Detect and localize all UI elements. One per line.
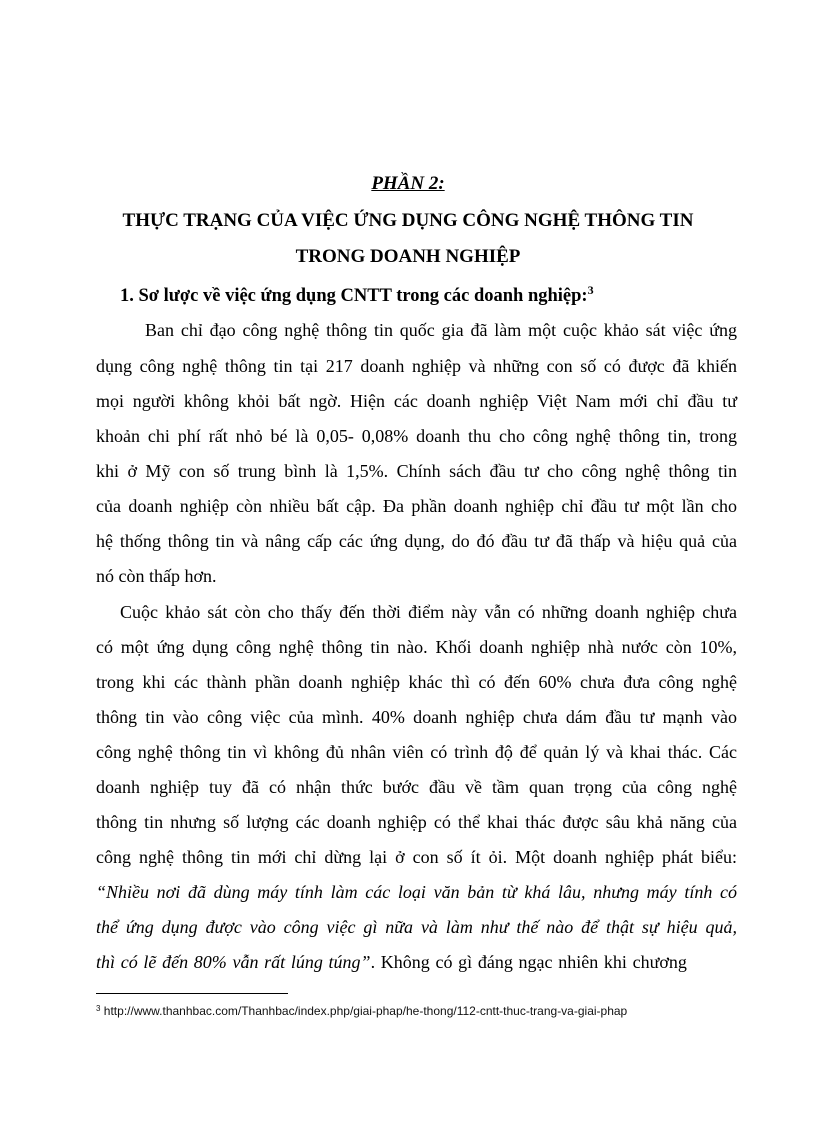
paragraph-1-line: Ban chỉ đạo công nghệ thông tin quốc gia đã làm một cuộc khảo sát việc ứng xyxy=(145,320,737,340)
paragraph-2-line: có một ứng dụng công nghệ thông tin nào. Khối doanh nghiệp nhà nước còn 10%, xyxy=(96,637,737,657)
section-heading-text: 1. Sơ lược về việc ứng dụng CNTT trong các doanh nghiệp: xyxy=(120,286,588,306)
paragraph-1-line: khoản chi phí rất nhỏ bé là 0,05- 0,08% doanh thu cho công nghệ thông tin, trong xyxy=(96,426,737,446)
quote-line xyxy=(96,881,737,903)
paragraph-1-line: hệ thống thông tin và nâng cấp các ứng dụng, do đó đầu tư đã thấp và hiệu quả của xyxy=(96,531,737,551)
quote-text: thì có lẽ đến 80% vẫn rất lúng túng” xyxy=(96,952,371,972)
paragraph-2-line: công nghệ thông tin mới chỉ dừng lại ở con số ít ỏi. Một doanh nghiệp phát biểu: xyxy=(96,847,737,867)
footnote xyxy=(96,1004,627,1019)
paragraph-2-line: công nghệ thông tin vì không đủ nhân viên có trình độ để quản lý và khai thác. Các xyxy=(96,742,737,762)
quote-tail-text: . Không có gì đáng ngạc nhiên khi chương xyxy=(370,952,687,972)
paragraph-2-line: trong khi các thành phần doanh nghiệp khác thì có đến 60% chưa đưa công nghệ xyxy=(96,672,737,692)
footnote-reference: 3 xyxy=(587,283,594,297)
paragraph-2-line: doanh nghiệp tuy đã có nhận thức bước đầu về tầm quan trọng của công nghệ xyxy=(96,777,737,797)
part-heading: PHẦN 2: xyxy=(371,173,445,194)
footnote-number: 3 xyxy=(96,1004,101,1013)
quote-text: thể ứng dụng được vào công việc gì nữa và làm như thế nào để thật sự hiệu quả, xyxy=(96,917,737,937)
paragraph-1-line: của doanh nghiệp còn nhiều bất cập. Đa phần doanh nghiệp chỉ đầu tư một lần cho xyxy=(96,496,737,516)
footnote-separator xyxy=(96,993,288,994)
paragraph-1-line: mọi người không khỏi bất ngờ. Hiện các doanh nghiệp Việt Nam mới chỉ đầu tư xyxy=(96,391,737,411)
quote-text: “Nhiều nơi đã dùng máy tính làm các loại văn bản từ khá lâu, nhưng máy tính có xyxy=(96,882,737,902)
quote-line xyxy=(96,951,737,973)
chapter-title-line-2: TRONG DOANH NGHIỆP xyxy=(295,246,521,267)
footnote-url: http://www.thanhbac.com/Thanhbac/index.php/giai-phap/he-thong/112-cntt-thuc-trang-va-giai-phap xyxy=(103,1004,628,1018)
paragraph-2-line: thông tin nhưng số lượng các doanh nghiệp có thể khai thác được sâu khả năng của xyxy=(96,812,737,832)
section-heading xyxy=(120,284,594,308)
paragraph-1-line: nó còn thấp hơn. xyxy=(96,566,217,586)
paragraph-1-line: khi ở Mỹ con số trung bình là 1,5%. Chính sách đầu tư cho công nghệ thông tin xyxy=(96,461,737,481)
chapter-title-line-1: THỰC TRẠNG CỦA VIỆC ỨNG DỤNG CÔNG NGHỆ THÔNG TIN xyxy=(122,210,694,231)
paragraph-1-line: dụng công nghệ thông tin tại 217 doanh nghiệp và những con số có được đã khiến xyxy=(96,356,737,376)
quote-line xyxy=(96,916,737,938)
paragraph-2-line: Cuộc khảo sát còn cho thấy đến thời điểm này vẫn có những doanh nghiệp chưa xyxy=(120,602,737,622)
paragraph-2-line: thông tin vào công việc của mình. 40% doanh nghiệp chưa dám đầu tư mạnh vào xyxy=(96,707,737,727)
